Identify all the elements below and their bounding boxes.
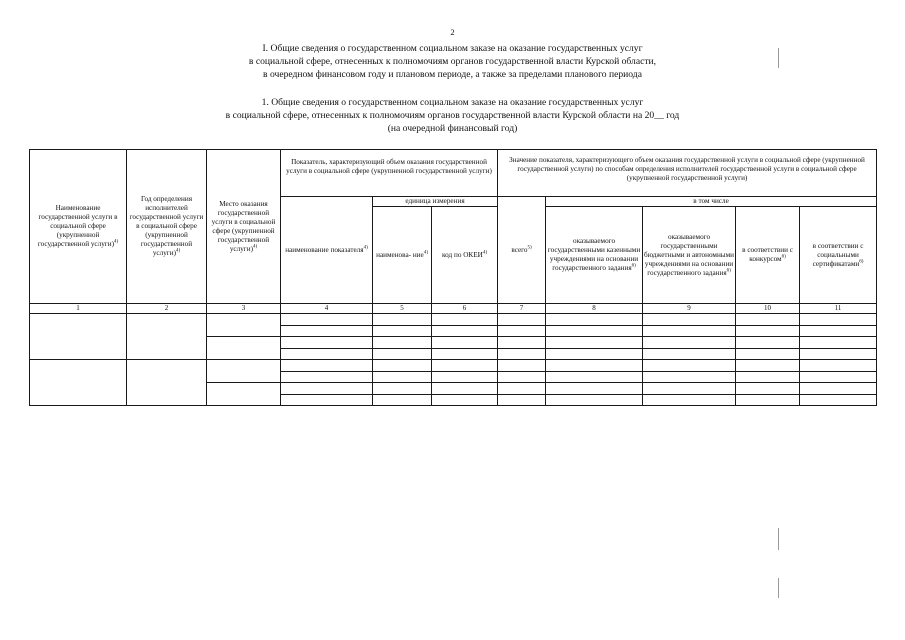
column-number: 9 [643,304,736,314]
header-unit-group: единица измерения [373,197,498,207]
table-cell [281,325,373,337]
table-cell [546,337,643,349]
table-cell [643,394,736,406]
table-cell [498,360,546,372]
table-cell [800,360,877,372]
column-number: 4 [281,304,373,314]
table-cell [373,394,432,406]
table-cell [546,348,643,360]
table-cell [281,337,373,349]
section-heading [0,42,905,81]
table-cell [207,314,281,337]
table-cell [30,360,127,406]
table-cell [373,383,432,395]
table-cell [432,348,498,360]
header-indicator-name: наименование показателя$^{4)}$ [281,197,373,304]
table-cell [800,348,877,360]
table-cell [546,383,643,395]
table-row [30,314,877,326]
section-heading-line: в очередном финансовом году и плановом периоде, а также за пределами планового периода [263,69,642,80]
header-value-group: Значение показателя, характеризующего объем оказания государственной услуги в социальной сфере (укрупненной государственной услуги) по способам определения исполнителей государственной услуги в социальной сфере (укрупненной государственной услуги) [498,150,877,197]
column-number: 10 [736,304,800,314]
table-cell [736,360,800,372]
header-unit-code: код по ОКЕИ$^{4)}$ [432,207,498,304]
table-cell [643,337,736,349]
table-cell [736,314,800,326]
table-cell [643,371,736,383]
column-number: 6 [432,304,498,314]
table-row [30,360,877,372]
table-cell [432,314,498,326]
table-cell [498,383,546,395]
subsection-heading-line: в социальной сфере, отнесенных к полномочиям органов государственной власти Курской области на 20__ год [225,110,680,121]
table-cell [498,348,546,360]
table-cell [281,371,373,383]
table-cell [281,348,373,360]
header-year: Год определения исполнителей государственной услуги в социальной сфере (укрупненной государственной услуги)$^{4)}$ [127,150,207,304]
column-number: 3 [207,304,281,314]
scan-artifact [778,48,779,68]
scan-artifact [778,578,779,598]
table-cell [643,348,736,360]
table-cell [127,314,207,360]
table-cell [281,360,373,372]
column-number: 8 [546,304,643,314]
subsection-heading [0,96,905,135]
header-budget: оказываемого государственными бюджетными и автономными учреждениями на основании государственного задания$^{6)}$ [643,207,736,304]
table-cell [643,314,736,326]
column-number: 5 [373,304,432,314]
scan-artifact [778,528,779,550]
column-number: 1 [30,304,127,314]
header-unit-name: наименова- ние$^{4)}$ [373,207,432,304]
table-cell [281,314,373,326]
page-number: 2 [450,27,455,37]
table-cell [736,383,800,395]
section-heading-line: в социальной сфере, отнесенных к полномочиям органов государственной власти Курской области, [248,56,657,67]
table-cell [643,383,736,395]
table-cell [127,360,207,406]
table-cell [546,325,643,337]
header-certificates: в соответствии с социальными сертификатами$^{6)}$ [800,207,877,304]
header-indicator-group: Показатель, характеризующий объем оказания государственной услуги в социальной сфере (укрупненной государственной услуги) [281,150,498,197]
table-cell [546,394,643,406]
table-cell [800,314,877,326]
table-cell [207,383,281,406]
table-cell [432,360,498,372]
table-cell [498,325,546,337]
table-cell [207,337,281,360]
table-cell [432,325,498,337]
table-cell [30,314,127,360]
table-cell [373,360,432,372]
table-cell [498,394,546,406]
table-cell [498,337,546,349]
table-cell [546,314,643,326]
header-including: в том числе [546,197,877,207]
table-cell [800,371,877,383]
column-number: 2 [127,304,207,314]
table-cell [373,314,432,326]
table-cell [736,394,800,406]
table-cell [432,383,498,395]
table-cell [736,348,800,360]
table-cell [432,371,498,383]
table-cell [736,325,800,337]
header-service-name: Наименование государственной услуги в социальной сфере (укрупненной государственной услуги)$^{4)}$ [30,150,127,304]
table-cell [800,394,877,406]
table-cell [643,325,736,337]
header-kazennye: оказываемого государственными казенными учреждениями на основании государственного задания$^{6)}$ [546,207,643,304]
column-number: 7 [498,304,546,314]
table-cell [498,314,546,326]
section-heading-line: I. Общие сведения о государственном социальном заказе на оказание государственных услуг [262,43,643,54]
column-number: 11 [800,304,877,314]
table-cell [432,394,498,406]
table-cell [373,337,432,349]
social-order-table [29,149,877,406]
table-cell [546,371,643,383]
table-cell [207,360,281,383]
table-cell [800,325,877,337]
table-cell [736,371,800,383]
table-cell [373,371,432,383]
subsection-heading-line: 1. Общие сведения о государственном социальном заказе на оказание государственных услуг [261,97,644,108]
table-cell [373,348,432,360]
table-cell [800,383,877,395]
table-cell [432,337,498,349]
header-total: всего$^{5)}$ [498,197,546,304]
table-cell [281,383,373,395]
header-konkurs: в соответствии с конкурсом$^{6)}$ [736,207,800,304]
table-cell [736,337,800,349]
header-place: Место оказания государственной услуги в социальной сфере (укрупненной государственной услуги)$^{4)}$ [207,150,281,304]
table-cell [643,360,736,372]
table-cell [498,371,546,383]
table-cell [546,360,643,372]
table-cell [373,325,432,337]
table-cell [800,337,877,349]
table-cell [281,394,373,406]
subsection-heading-line: (на очередной финансовый год) [387,123,518,134]
